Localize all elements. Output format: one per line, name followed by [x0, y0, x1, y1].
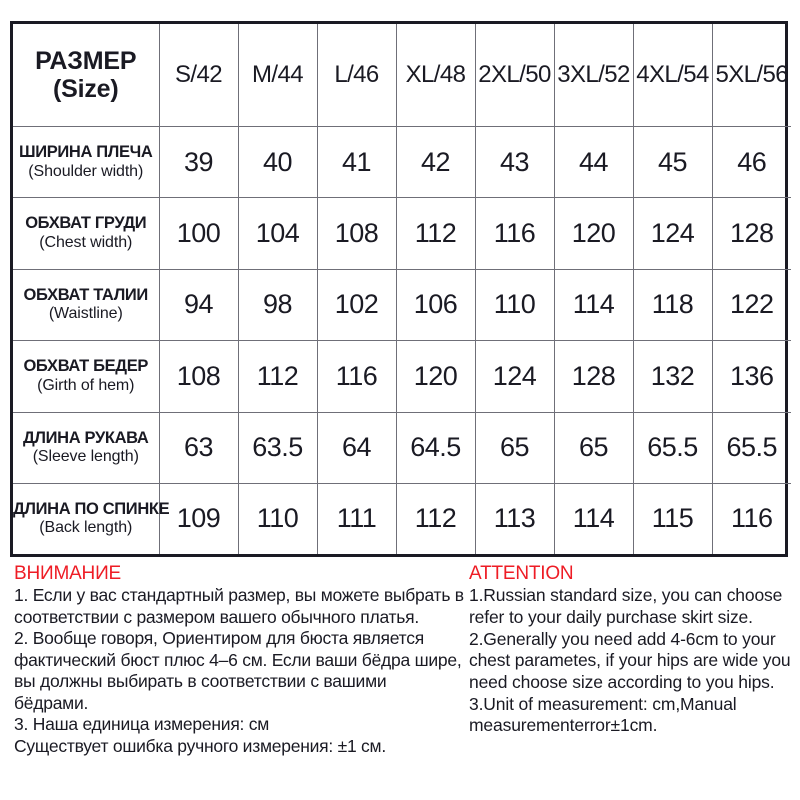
measurement-cell: 102	[317, 269, 396, 340]
header-size-cell: 3XL/52	[554, 24, 633, 127]
measurement-cell: 124	[475, 341, 554, 412]
measurement-cell: 65	[475, 412, 554, 483]
row-label-ru: ДЛИНА ПО СПИНКЕ	[13, 499, 170, 518]
notes-russian-body	[14, 585, 464, 757]
measurement-cell: 112	[396, 483, 475, 554]
measurement-cell: 128	[712, 198, 791, 269]
measurement-cell: 109	[159, 483, 238, 554]
row-label-cell	[13, 412, 159, 483]
row-label-en: (Girth of hem)	[37, 376, 135, 394]
row-label-en: (Waistline)	[48, 305, 123, 323]
table-row	[13, 341, 791, 412]
measurement-cell: 39	[159, 127, 238, 198]
measurement-cell: 136	[712, 341, 791, 412]
measurement-cell: 132	[633, 341, 712, 412]
header-size-cell: S/42	[159, 24, 238, 127]
note-line: Существует ошибка ручного измерения: ±1 см.	[14, 735, 386, 756]
notes-english	[469, 563, 794, 737]
measurement-cell: 118	[633, 269, 712, 340]
notes-russian	[14, 563, 464, 757]
header-size-cell: 2XL/50	[475, 24, 554, 127]
header-size-cell: 5XL/56	[712, 24, 791, 127]
table-row	[13, 412, 791, 483]
measurement-cell: 65.5	[633, 412, 712, 483]
note-line: 1.Russian standard size, you can choose refer to your daily purchase skirt size.	[469, 585, 783, 627]
measurement-cell: 110	[238, 483, 317, 554]
note-line: 3.Unit of measurement: cm,Manual measurementerror±1cm.	[469, 693, 737, 736]
measurement-cell: 113	[475, 483, 554, 554]
measurement-cell: 44	[554, 127, 633, 198]
measurement-cell: 115	[633, 483, 712, 554]
measurement-cell: 63.5	[238, 412, 317, 483]
row-label-en: (Chest width)	[39, 233, 133, 251]
measurement-cell: 63	[159, 412, 238, 483]
note-line: 1. Если у вас стандартный размер, вы можете выбрать в соответствии с размером вашего обычного платья.	[14, 585, 464, 627]
measurement-cell: 116	[317, 341, 396, 412]
row-label-en: (Shoulder width)	[28, 162, 144, 180]
notes-section	[0, 563, 800, 800]
row-label-en: (Sleeve length)	[32, 448, 139, 466]
measurement-cell: 120	[554, 198, 633, 269]
row-label-cell	[13, 341, 159, 412]
measurement-cell: 120	[396, 341, 475, 412]
size-table-container	[10, 21, 788, 557]
measurement-cell: 112	[396, 198, 475, 269]
measurement-cell: 106	[396, 269, 475, 340]
row-label-en: (Back length)	[39, 519, 133, 537]
row-label-ru: ОБХВАТ БЕДЕР	[23, 357, 149, 376]
measurement-cell: 65.5	[712, 412, 791, 483]
note-line: 2. Вообще говоря, Ориентиром для бюста является фактический бюст плюс 4–6 см. Если ваши бёдра шире, вы должны выбирать в соответствии с вашими бёдрами.	[14, 628, 462, 713]
note-line: 3. Наша единица измерения: см	[14, 714, 270, 735]
measurement-cell: 41	[317, 127, 396, 198]
measurement-cell: 64	[317, 412, 396, 483]
header-label-ru: РАЗМЕР	[35, 47, 137, 75]
measurement-cell: 108	[159, 341, 238, 412]
row-label-cell	[13, 127, 159, 198]
measurement-cell: 98	[238, 269, 317, 340]
row-label-cell	[13, 483, 170, 554]
table-row	[13, 127, 791, 198]
measurement-cell: 94	[159, 269, 238, 340]
note-line: 2.Generally you need add 4-6cm to your chest parametes, if your hips are wide you need choose size according to you hips.	[469, 628, 791, 693]
measurement-cell: 116	[475, 198, 554, 269]
measurement-cell: 100	[159, 198, 238, 269]
measurement-cell: 124	[633, 198, 712, 269]
notes-russian-title: ВНИМАНИЕ	[14, 563, 122, 584]
measurement-cell: 128	[554, 341, 633, 412]
header-label-cell	[13, 24, 159, 127]
measurement-cell: 110	[475, 269, 554, 340]
measurement-cell: 114	[554, 269, 633, 340]
row-label-cell	[13, 269, 159, 340]
measurement-cell: 46	[712, 127, 791, 198]
notes-english-body	[469, 585, 794, 737]
row-label-ru: ШИРИНА ПЛЕЧА	[19, 143, 153, 162]
measurement-cell: 104	[238, 198, 317, 269]
row-label-ru: ОБХВАТ ГРУДИ	[25, 214, 147, 233]
header-size-cell: 4XL/54	[633, 24, 712, 127]
measurement-cell: 122	[712, 269, 791, 340]
measurement-cell: 45	[633, 127, 712, 198]
measurement-cell: 108	[317, 198, 396, 269]
table-row	[13, 269, 791, 340]
row-label-ru: ОБХВАТ ТАЛИИ	[23, 285, 148, 304]
header-label-en: (Size)	[53, 75, 119, 103]
notes-english-title: ATTENTION	[469, 563, 574, 584]
table-header-row	[13, 24, 791, 127]
table-row	[13, 483, 791, 554]
row-label-ru: ДЛИНА РУКАВА	[23, 428, 149, 447]
measurement-cell: 42	[396, 127, 475, 198]
table-row	[13, 198, 791, 269]
row-label-cell	[13, 198, 159, 269]
header-size-cell: L/46	[317, 24, 396, 127]
measurement-cell: 64.5	[396, 412, 475, 483]
measurement-cell: 43	[475, 127, 554, 198]
measurement-cell: 112	[238, 341, 317, 412]
size-table	[13, 24, 791, 554]
measurement-cell: 114	[554, 483, 633, 554]
measurement-cell: 40	[238, 127, 317, 198]
header-size-cell: M/44	[238, 24, 317, 127]
measurement-cell: 111	[317, 483, 396, 554]
header-size-cell: XL/48	[396, 24, 475, 127]
measurement-cell: 65	[554, 412, 633, 483]
measurement-cell: 116	[712, 483, 791, 554]
